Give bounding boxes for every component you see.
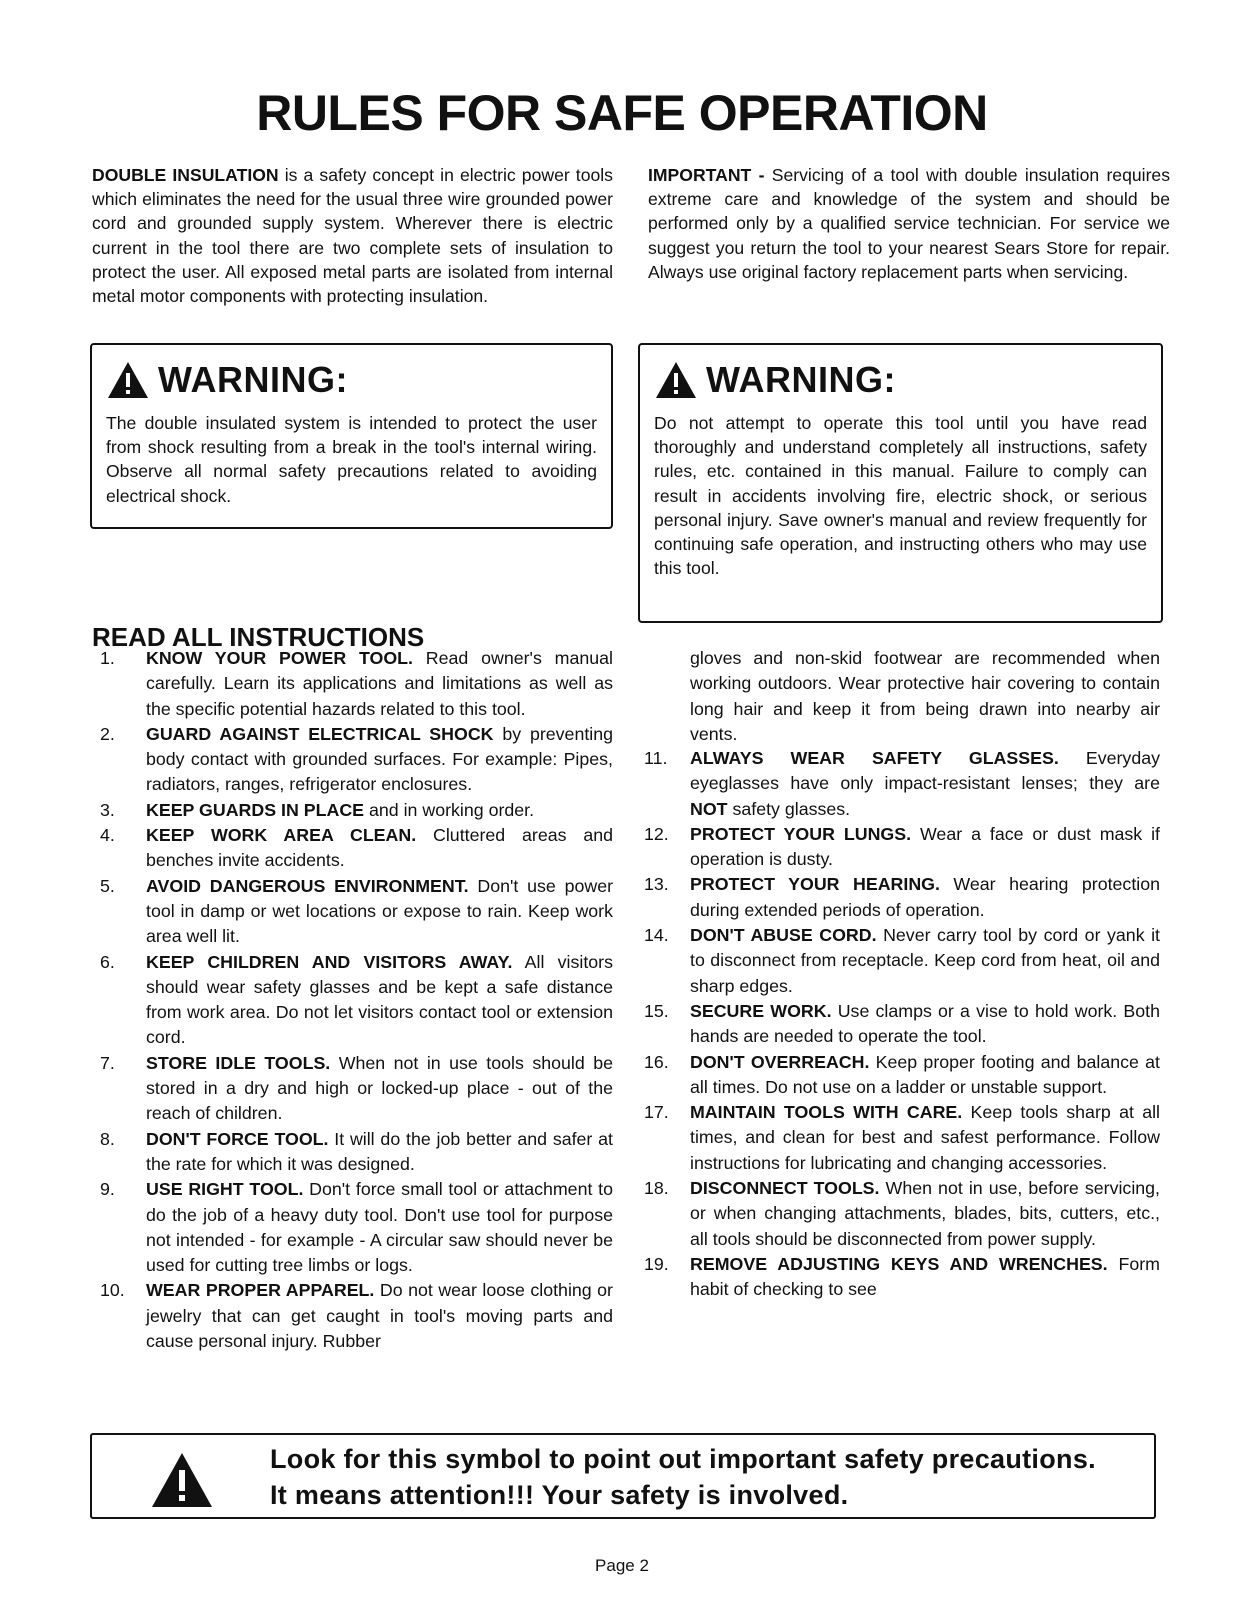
rule-lead: PROTECT YOUR HEARING.	[690, 874, 940, 895]
rule-lead: ALWAYS WEAR SAFETY GLASSES.	[690, 748, 1059, 768]
rule-body: Everyday eyeglasses have only impact-resistant lenses; they are	[690, 748, 1160, 794]
rule-number: 7.	[100, 1052, 115, 1073]
rule-text	[146, 1278, 613, 1354]
rule-number: 11.	[644, 748, 668, 768]
rule-text	[146, 1051, 613, 1127]
rule-lead: DON'T FORCE TOOL.	[146, 1128, 329, 1149]
rule-lead: STORE IDLE TOOLS.	[146, 1052, 331, 1073]
rule-text	[146, 874, 613, 950]
rule-item	[92, 798, 613, 823]
rule-body: by preventing body contact with grounded surfaces. For example: Pipes, radiators, ranges, refrigerator enclosures.	[146, 723, 613, 795]
rule-number: 14.	[644, 925, 669, 946]
warning-title-left: WARNING:	[158, 359, 348, 400]
rule-text	[690, 1176, 1160, 1252]
rule-body: Use clamps or a vise to hold work. Both hands are needed to operate the tool.	[690, 1000, 1160, 1047]
rule-text	[690, 872, 1160, 923]
rules-list-right	[636, 746, 1160, 1303]
warning-triangle-icon	[654, 360, 698, 400]
rule-body: Cluttered areas and benches invite accidents.	[146, 825, 613, 871]
rule-lead: PROTECT YOUR LUNGS.	[690, 823, 912, 844]
rule-item	[636, 746, 1160, 822]
rule-body: Read owner's manual carefully. Learn its applications and limitations as well as the specific potential hazards related to this tool.	[146, 648, 613, 719]
warning-box-left	[90, 343, 613, 529]
rule-number: 5.	[100, 875, 115, 896]
rule-lead: KNOW YOUR POWER TOOL.	[146, 648, 413, 668]
rule-body: Do not wear loose clothing or jewelry that can get caught in tool's moving parts and cause personal injury. Rubber	[146, 1280, 613, 1352]
rule-item	[92, 1127, 613, 1178]
rule-item	[92, 1051, 613, 1127]
rule-text	[146, 722, 613, 798]
rule-text	[690, 923, 1160, 999]
rule-number: 12.	[644, 823, 669, 844]
symbol-notice-box	[90, 1433, 1156, 1519]
rule-lead: WEAR PROPER APPAREL.	[146, 1280, 375, 1301]
rule-body: Wear a face or dust mask if operation is dusty.	[690, 823, 1160, 870]
rule-emphasis: NOT	[690, 798, 728, 819]
rule-number: 3.	[100, 799, 115, 820]
rule-text	[146, 823, 613, 874]
warning-box-right	[638, 343, 1163, 623]
rule-text	[146, 950, 613, 1051]
rule-text	[146, 1177, 613, 1278]
warning-text-right: Do not attempt to operate this tool until you have read thoroughly and understand completely all instructions, safety rules, etc. contained in this manual. Failure to comply can result in accidents involving fire, electric shock, or serious personal injury. Save owner's manual and review frequently for continuing safe operation, and instructing others who may use this tool.	[654, 413, 1147, 579]
rule-lead: MAINTAIN TOOLS WITH CARE.	[690, 1102, 963, 1123]
rule-text	[690, 999, 1160, 1050]
warning-title-right: WARNING:	[706, 359, 896, 400]
important-paragraph	[648, 163, 1170, 284]
page-number: Page 2	[595, 1556, 649, 1575]
rule-lead: DON'T ABUSE CORD.	[690, 925, 877, 946]
page-title: RULES FOR SAFE OPERATION	[256, 85, 988, 141]
rule-item	[92, 950, 613, 1051]
rule-item	[636, 872, 1160, 923]
important-text: Servicing of a tool with double insulation requires extreme care and knowledge of the system and should be performed only by a qualified service technician. For service we suggest you return the tool to your nearest Sears Store for repair. Always use original factory replacement parts when servicing.	[648, 165, 1171, 282]
rule-item	[636, 822, 1160, 873]
rule-number: 1.	[100, 648, 115, 668]
rule-number: 19.	[644, 1253, 669, 1274]
rule-text	[690, 1252, 1160, 1303]
rule-item	[636, 1050, 1160, 1101]
symbol-notice-line1: Look for this symbol to point out important safety precautions.	[270, 1444, 1096, 1474]
rule-lead: KEEP CHILDREN AND VISITORS AWAY.	[146, 951, 513, 972]
double-insulation-text: is a safety concept in electric power tools which eliminates the need for the usual three wire grounded power cord and grounded supply system. Wherever there is electric current in the tool there are two complete sets of insulation to protect the user. All exposed metal parts are isolated from internal metal motor components with protecting insulation.	[92, 165, 613, 307]
rule-item	[92, 874, 613, 950]
rule-body: When not in use, before servicing, or when changing attachments, blades, bits, cutters, etc., all tools should be disconnected from power supply.	[690, 1178, 1160, 1249]
rule-item	[92, 1278, 613, 1354]
rule-lead: DISCONNECT TOOLS.	[690, 1178, 880, 1199]
rule-number: 17.	[644, 1102, 669, 1123]
rule-number: 8.	[100, 1128, 115, 1149]
rule-body: When not in use tools should be stored in a dry and high or locked-up place - out of the reach of children.	[146, 1052, 613, 1124]
rule-lead: REMOVE ADJUSTING KEYS AND WRENCHES.	[690, 1253, 1108, 1274]
rule-text	[690, 746, 1160, 822]
rule-number: 9.	[100, 1179, 115, 1200]
rule-item	[92, 722, 613, 798]
rule-lead: KEEP GUARDS IN PLACE	[146, 799, 365, 820]
rule-item	[636, 1100, 1160, 1176]
rule-body: All visitors should wear safety glasses and be kept a safe distance from work area. Do not let visitors contact tool or extension cord.	[146, 951, 613, 1048]
rule-number: 16.	[644, 1051, 669, 1072]
rule-body: Don't use power tool in damp or wet locations or expose to rain. Keep work area well lit.	[146, 875, 613, 947]
rule-body: and in working order.	[364, 799, 535, 820]
rule-lead: KEEP WORK AREA CLEAN.	[146, 825, 417, 846]
rule-item	[92, 646, 613, 722]
rule-lead: USE RIGHT TOOL.	[146, 1179, 304, 1200]
rule-text	[146, 646, 613, 722]
important-lead: IMPORTANT -	[648, 165, 765, 185]
rule-number: 18.	[644, 1178, 669, 1199]
rule-body: Never carry tool by cord or yank it to disconnect from receptacle. Keep cord from heat, oil and sharp edges.	[690, 925, 1160, 996]
rule-item	[636, 923, 1160, 999]
rules-list-left	[92, 646, 613, 1354]
rule-lead: GUARD AGAINST ELECTRICAL SHOCK	[146, 723, 494, 744]
rule-body: Keep proper footing and balance at all times. Do not use on a ladder or unstable support.	[690, 1051, 1160, 1097]
rule-number: 2.	[100, 723, 115, 744]
rule-number: 13.	[644, 874, 669, 895]
rule-item	[636, 1176, 1160, 1252]
rule-number: 15.	[644, 1000, 669, 1021]
section-title: READ ALL INSTRUCTIONS	[92, 622, 425, 652]
double-insulation-paragraph	[92, 163, 613, 308]
rule-body: It will do the job better and safer at the rate for which it was designed.	[146, 1128, 613, 1174]
rule-text	[690, 1050, 1160, 1101]
symbol-notice-line2: It means attention!!! Your safety is involved.	[270, 1480, 849, 1510]
rule-item	[92, 823, 613, 874]
rule-number: 4.	[100, 825, 115, 846]
rule-lead: SECURE WORK.	[690, 1000, 832, 1021]
rule-text	[146, 1127, 613, 1178]
rule-body: Wear hearing protection during extended periods of operation.	[690, 874, 1160, 920]
rule-item	[636, 1252, 1160, 1303]
rule-text	[690, 822, 1160, 873]
rule-body-end: safety glasses.	[727, 798, 851, 819]
warning-triangle-icon	[150, 1451, 214, 1509]
warning-triangle-icon	[106, 360, 150, 400]
rule-lead: AVOID DANGEROUS ENVIRONMENT.	[146, 875, 469, 896]
rule-body: Keep tools sharp at all times, and clean for best and safest performance. Follow instructions for lubricating and changing accessories.	[690, 1102, 1161, 1173]
rule-10-continued: gloves and non-skid footwear are recommended when working outdoors. Wear protective hair covering to contain long hair and keep it from being drawn into nearby air vents.	[690, 648, 1160, 744]
double-insulation-lead: DOUBLE INSULATION	[92, 165, 279, 185]
warning-text-left: The double insulated system is intended to protect the user from shock resulting from a break in the tool's internal wiring. Observe all normal safety precautions related to avoiding electrical shock.	[106, 413, 597, 506]
rule-number: 10.	[100, 1280, 125, 1301]
rule-body: Don't force small tool or attachment to do the job of a heavy duty tool. Don't use tool for purpose not intended - for example - A circular saw should never be used for cutting tree limbs or logs.	[146, 1179, 613, 1276]
rule-item	[92, 1177, 613, 1278]
rule-body: Form habit of checking to see	[690, 1253, 1160, 1300]
rule-lead: DON'T OVERREACH.	[690, 1051, 870, 1072]
rule-text	[690, 1100, 1160, 1176]
rule-number: 6.	[100, 951, 115, 972]
rule-item	[636, 999, 1160, 1050]
rule-text	[146, 798, 613, 823]
